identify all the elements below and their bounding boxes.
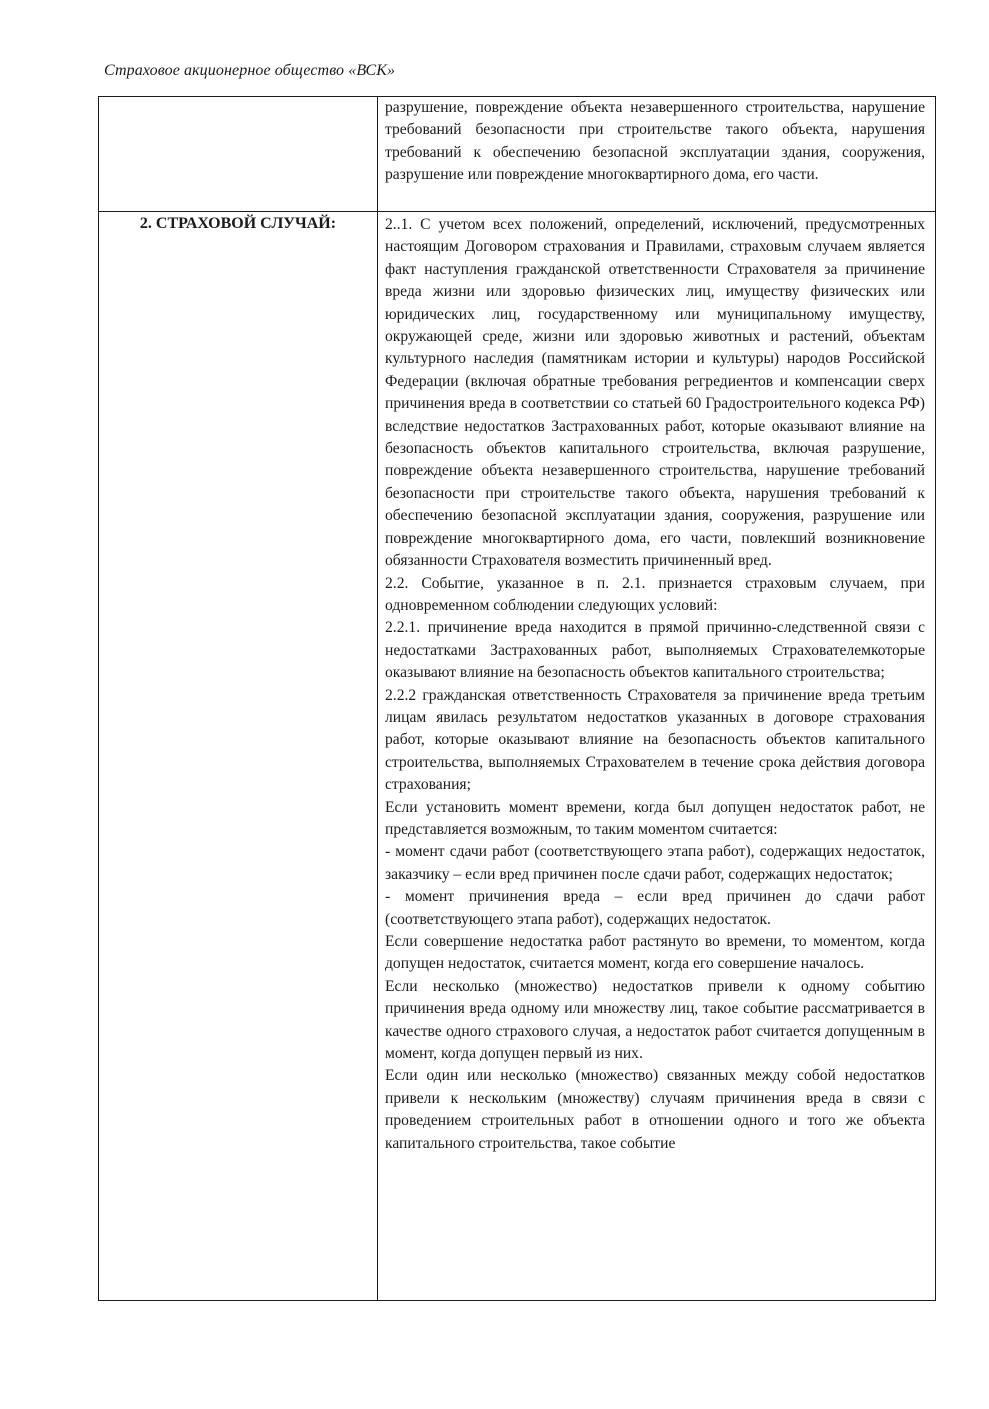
paragraph-related-defects: Если один или несколько (множество) связанных между собой недостатков привели к нескольким (множеству) случаям причинения вреда в связи с проведением строительных работ в отношении одного и того же объекта капитального строительства, такое событие (385, 1067, 925, 1152)
document-table (98, 96, 936, 1301)
row-divider (99, 211, 935, 212)
paragraph-2-1: 2..1. С учетом всех положений, определений, исключений, предусмотренных настоящим Договором страхования и Правилами, страховым случаем является факт наступления гражданской ответственности Страхователя за причинение вреда жизни или здоровью физических лиц, имуществу физических или юридических лиц, государственному или муниципальному имуществу, окружающей среде, жизни или здоровью животных и растений, объектам культурного наследия (памятникам истории и культуры) народов Российской Федерации (включая обратные требования регредиентов и компенсации сверх причинения вреда в соответствии со статьей 60 Градостроительного кодекса РФ) вследствие недостатков Застрахованных работ, которые оказывают влияние на безопасность объектов капитального строительства, включая разрушение, повреждение объекта незавершенного строительства, нарушение требований безопасности при строительстве такого объекта, нарушения требований к обеспечению безопасной эксплуатации здания, сооружения, разрушение или повреждение многоквартирного дома, его части, повлекший возникновение обязанности Страхователя возместить причиненный вред. (385, 216, 925, 570)
section-title: 2. СТРАХОВОЙ СЛУЧАЙ: (139, 215, 337, 232)
paragraph-moment-intro: Если установить момент времени, когда был допущен недостаток работ, не представляется возможным, то таким моментом считается: (385, 798, 925, 838)
paragraph-extended-defect: Если совершение недостатка работ растянуто во времени, то моментом, когда допущен недостаток, считается момент, когда его совершение началось. (385, 933, 925, 973)
insured-event-cell (385, 214, 925, 1155)
continued-text-cell (385, 97, 925, 187)
column-divider (377, 97, 378, 1300)
continued-paragraph: разрушение, повреждение объекта незавершенного строительства, нарушение требований безопасности при строительстве такого объекта, нарушения требований к обеспечению безопасной эксплуатации здания, сооружения, разрушение или повреждение многоквартирного дома, его части. (385, 99, 925, 184)
company-header: Страховое акционерное общество «ВСК» (104, 62, 396, 79)
paragraph-2-2-2: 2.2.2 гражданская ответственность Страхователя за причинение вреда третьим лицам явилась результатом недостатков указанных в договоре страхования работ, которые оказывают влияние на безопасность объектов капитального строительства, выполняемых Страхователем в течение срока действия договора страхования; (385, 686, 925, 794)
paragraph-2-2-1: 2.2.1. причинение вреда находится в прямой причинно-следственной связи с недостатками Застрахованных работ, выполняемых Страхователемкоторые оказывают влияние на безопасность объектов капитального строительства; (385, 619, 925, 682)
paragraph-multiple-defects: Если несколько (множество) недостатков привели к одному событию причинения вреда одному или множеству лиц, такое событие рассматривается в качестве одного страхового случая, а недостаток работ считается допущенным в момент, когда допущен первый из них. (385, 977, 925, 1063)
paragraph-2-2: 2.2. Событие, указанное в п. 2.1. признается страховым случаем, при одновременном соблюдении следующих условий: (385, 574, 925, 614)
paragraph-moment-harm: - момент причинения вреда – если вред причинен до сдачи работ (соответствующего этапа работ), содержащих недостаток. (385, 888, 925, 928)
paragraph-moment-delivery: - момент сдачи работ (соответствующего этапа работ), содержащих недостаток, заказчику – если вред причинен после сдачи работ, содержащих недостаток; (385, 843, 925, 883)
